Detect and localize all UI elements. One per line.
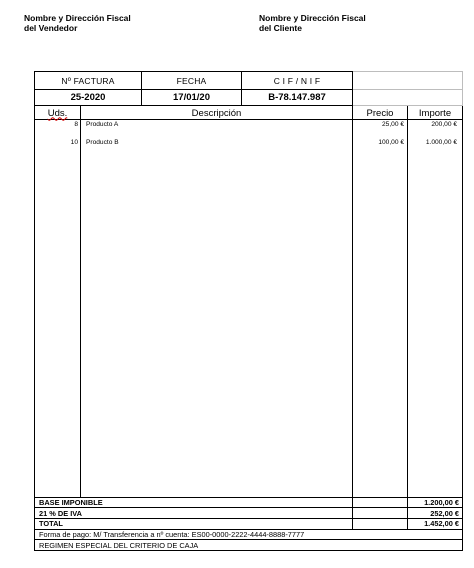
items-left-border [34,106,35,497]
total-value: 1.452,00 € [424,519,459,528]
invoice-date-label: FECHA [176,75,207,86]
base-value: 1.200,00 € [424,498,459,507]
header-bottom-border [34,105,352,106]
qty-column-header: Uds. [47,107,68,119]
amount-column-header: Importe [418,107,452,119]
header-right-border [352,71,353,106]
item-price: 100,00 € [378,139,404,146]
totals-row-line [34,507,463,508]
item-description: Producto A [86,121,119,128]
items-col-divider [352,106,353,497]
totals-left-border [34,497,35,551]
items-right-border [462,106,463,497]
items-col-divider [407,106,408,497]
item-qty: 8 [74,121,78,128]
item-price: 25,00 € [382,121,404,128]
taxid-label: C I F / N I F [273,75,321,86]
header-grid-line [352,71,462,72]
item-amount: 1.000,00 € [425,139,457,146]
total-label: TOTAL [39,519,63,528]
client-block [259,13,366,33]
seller-line-2: del Vendedor [24,23,78,33]
vat-value: 252,00 € [430,509,459,518]
price-column-header: Precio [366,107,394,119]
client-line-2: del Cliente [259,23,302,33]
item-qty: 10 [70,139,78,146]
invoice-number: 25-2020 [70,92,106,103]
payment-method: Forma de pago: M/ Transferencia a nº cuenta: ES00-0000-2222-4444-8888-7777 [39,530,305,539]
invoice-number-label: Nº FACTURA [61,75,115,86]
item-description: Producto B [86,139,119,146]
taxid-value: B-78.147.987 [268,92,326,103]
items-col-divider [80,106,81,497]
invoice-date: 17/01/20 [173,92,210,103]
client-line-1: Nombre y Dirección Fiscal [259,13,366,23]
item-amount: 200,00 € [431,121,457,128]
footer-bottom-border [34,550,463,551]
header-grid-line [462,71,463,106]
vat-label: 21 % DE IVA [39,509,82,518]
seller-line-1: Nombre y Dirección Fiscal [24,13,131,23]
base-label: BASE IMPONIBLE [39,498,103,507]
tax-regime-note: REGIMEN ESPECIAL DEL CRITERIO DE CAJA [39,541,199,550]
items-header-underline [34,119,463,120]
totals-col-divider [352,497,353,530]
totals-right-border [462,497,463,551]
totals-row-line [34,518,463,519]
header-grid-line [352,89,462,90]
description-column-header: Descripción [191,107,242,119]
seller-block [24,13,131,33]
footer-row-line [34,539,463,540]
